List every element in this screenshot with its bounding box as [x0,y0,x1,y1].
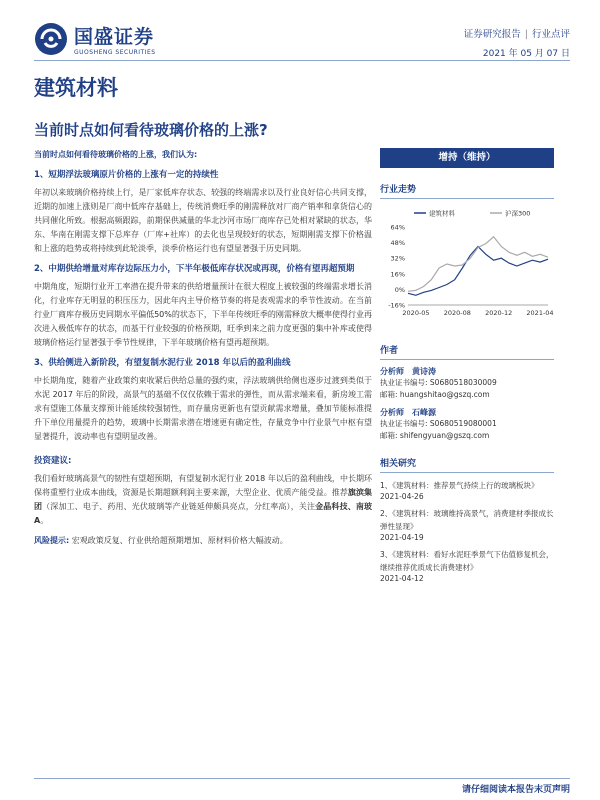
x-tick-label: 2021-04 [526,309,554,317]
y-tick-label: 0% [394,285,405,294]
trend-heading: 行业走势 [380,182,554,199]
logo-name: 国盛证券 [74,26,155,48]
series-line-2 [408,237,548,291]
risk-label: 风险提示: [34,536,70,545]
y-tick-label: 16% [390,270,405,279]
x-tick-label: 2020-05 [402,309,430,317]
y-tick-label: -16% [388,301,405,310]
author-block [380,407,554,442]
author-license: 执业证书编号: S0680519080001 [380,419,497,428]
x-tick-label: 2020-12 [485,309,513,317]
header-divider [34,60,570,61]
stock-pick: 金晶科技、南玻 A [34,502,373,525]
x-tick-label: 2020-08 [443,309,471,317]
footer-divider [34,778,570,779]
author-block [380,366,554,401]
author-email[interactable]: 邮箱: huangshitao@gszq.com [380,390,490,399]
section-body: 年初以来玻璃价格持续上行，是厂家低库存状态、较强的终端需求以及行业良好信心共同支撑，近期的加速上涨则是厂商中低库存基础上，传统消费旺季的刚需释放对厂商产销率和拿货信心的共同催化所致。根据高频跟踪，前期保供减量的华北沙河市场厂商库存已处相对紧缺的状态，华东、华南在刚需支撑下总库存（厂库+社库）的去化也呈现较好的状态，短期刚需支撑下价格温和上涨的趋势或将持续到此轮淡季，淡季价格运行也有望显著强于历史同期。 [34,188,372,253]
related-date: 2021-04-19 [380,533,424,542]
author-email[interactable]: 邮箱: shifengyuan@gszq.com [380,431,490,440]
rating-badge: 增持（维持） [380,148,554,168]
related-item[interactable]: 3、《建筑材料：看好水泥旺季景气下估值修复机会，继续推荐优质成长消费建材》 [380,550,554,572]
related-item[interactable]: 2、《建筑材料：玻璃维持高景气，消费建材季报成长弹性显现》 [380,509,554,531]
industry-name: 建筑材料 [34,76,118,100]
footer-disclaimer: 请仔细阅读本报告末页声明 [461,785,570,795]
author-name: 分析师 石峰源 [380,408,436,417]
y-tick-label: 64% [390,223,405,232]
section-body: 中期角度，短期行业开工率潜在提升带来的供给增量预计在很大程度上被较强的终端需求增长消化，行业库存无明显的积压压力，因此年内主导价格节奏的将是表观需求的季节性波动。在当前行业厂商库存极历史同期水平偏低50%的状态下，下半年传统旺季的刚需释放大概率使得行业再次进入极低库存的状态，而基于行业较强的价格预期，旺季到来之前力度更强的集中补库或使得玻璃价格运行显著强于季节性规律，下半年玻璃价格有望再超预期。 [34,282,372,347]
sidebar [380,148,554,587]
section-body: 中长期角度，随着产业政策约束收紧后供给总量的强约束，浮法玻璃供给侧也逐步过渡到类似于水泥 2017 年后的阶段，高景气的基础不仅仅依赖于需求的弹性，而从需求端来看，新房竣工需求有望施工体量支撑预计能延续较强韧性，而存量房更新也有望贡献需求增量，叠加节能标准提升下单位用量提升的趋势，玻璃中长期需求潜在增速更有确定性，存量竞争中行业景气中枢有望显著提升，波动率也有望明显改善。 [34,376,372,441]
author-name: 分析师 黄诗涛 [380,367,436,376]
y-tick-label: 48% [390,239,405,248]
guosheng-logo-icon [34,22,68,56]
report-type: 证券研究报告 | 行业点评 [463,29,570,40]
risk-note: 风险提示: 宏观政策反复、行业供给超预期增加、原材料价格大幅波动。 [34,536,288,545]
related-date: 2021-04-26 [380,492,424,501]
author-license: 执业证书编号: S0680518030009 [380,378,497,387]
related-date: 2021-04-12 [380,574,424,583]
page-title: 当前时点如何看待玻璃价格的上涨? [34,121,268,139]
invest-heading: 投资建议: [34,456,72,466]
logo-name-en: GUOSHENG SECURITIES [74,49,156,56]
legend-label: 建筑材料 [429,209,455,218]
logo [34,22,156,56]
trend-chart [380,205,554,325]
legend-label: 沪深300 [505,209,531,218]
lead-text: 当前时点如何看待玻璃价格的上涨，我们认为: [34,150,198,159]
related-heading: 相关研究 [380,456,554,473]
stock-pick: 旗滨集团 [34,488,373,511]
section-heading: 1、短期浮法玻璃原片价格的上涨有一定的持续性 [34,170,219,180]
main-content [34,148,372,554]
report-date: 2021 年 05 月 07 日 [482,49,570,59]
y-tick-label: 32% [390,254,405,263]
section-heading: 2、中期供给增量对库存边际压力小，下半年极低库存状况或再现，价格有望再超预期 [34,264,355,274]
invest-body: 我们看好玻璃高景气的韧性有望超预期，有望复制水泥行业 2018 年以后的盈利曲线，中长期环保将重塑行业成本曲线，资源是长期超额利润主要来源，大型企业、优质产能受益。推荐旗滨集团（深加工、电子、药用、光伏玻璃等产业链延伸颇具亮点，分红率高），关注金晶科技、南玻 A。 [34,474,373,525]
related-item[interactable]: 1、《建筑材料：推荐景气持续上行的玻璃板块》 [380,481,539,490]
author-heading: 作者 [380,343,554,360]
section-heading: 3、供给侧进入新阶段，有望复制水泥行业 2018 年以后的盈利曲线 [34,358,291,368]
